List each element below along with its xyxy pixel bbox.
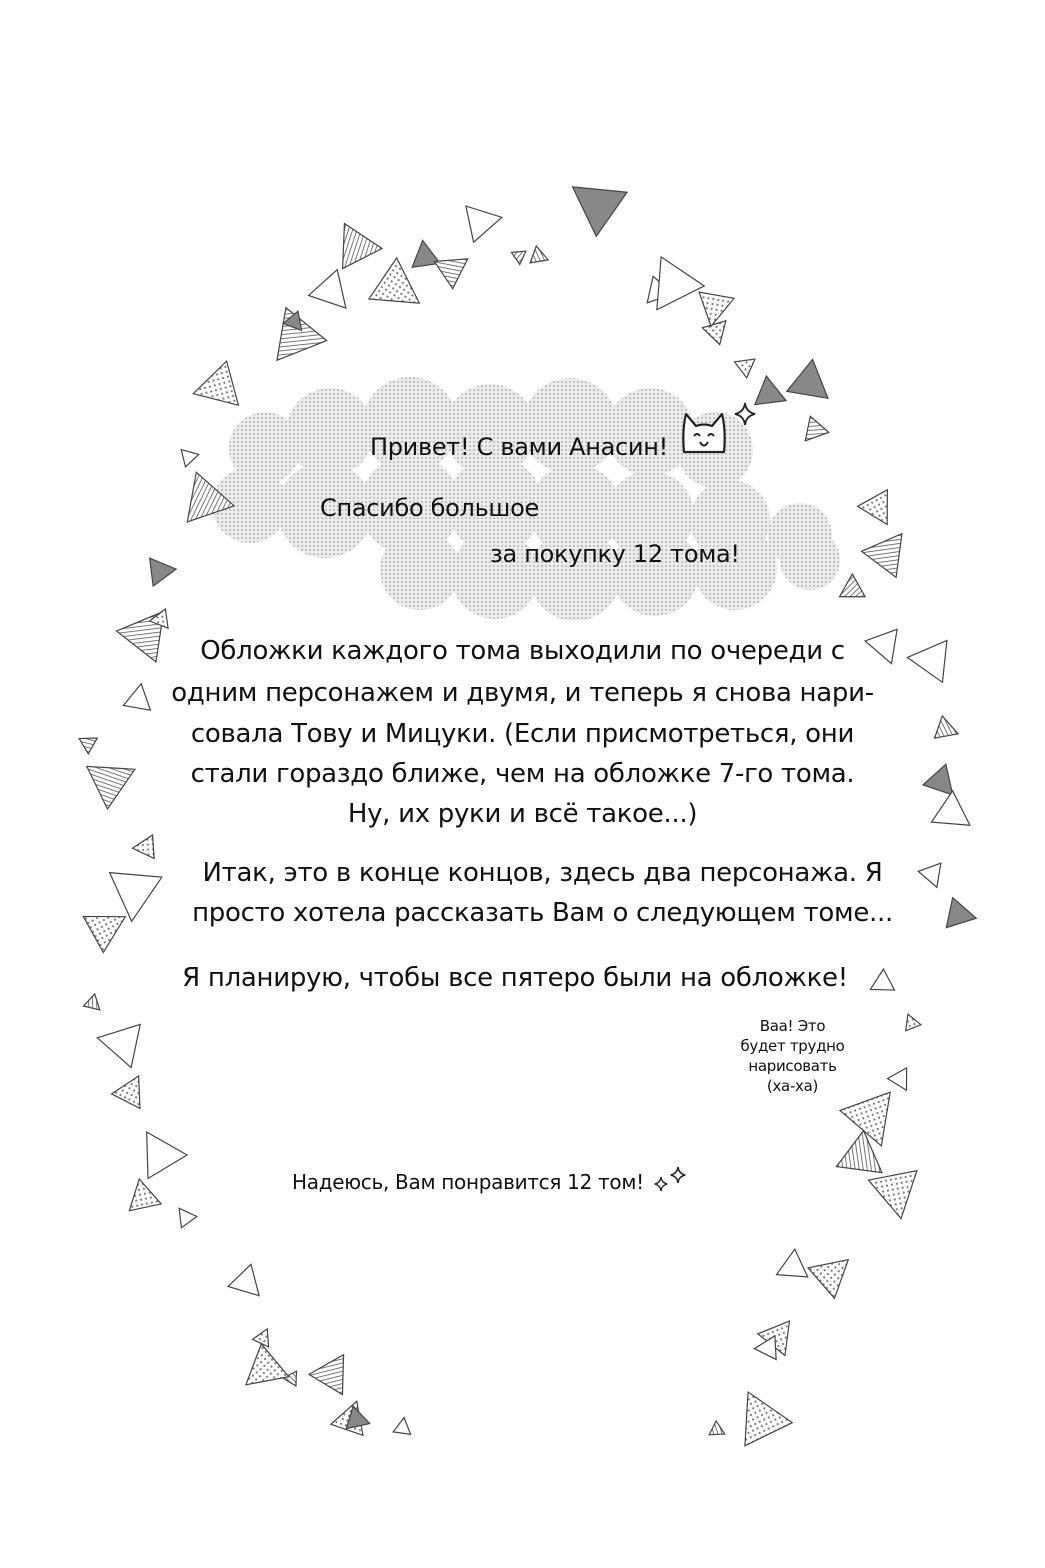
triangle-confetti	[530, 246, 551, 268]
triangle-confetti	[232, 1344, 289, 1401]
sparkle-icon	[734, 402, 756, 426]
triangle-confetti	[839, 574, 865, 597]
triangle-confetti	[309, 1345, 360, 1395]
triangle-confetti	[858, 490, 902, 533]
triangle-confetti	[694, 292, 734, 329]
triangle-confetti	[171, 1203, 197, 1228]
side-note	[735, 1016, 850, 1096]
triangle-confetti	[127, 1120, 187, 1178]
triangle-confetti	[253, 1325, 276, 1347]
triangle-confetti	[862, 521, 920, 578]
triangle-confetti	[93, 1016, 141, 1067]
paragraph-1-line-2: одним персонажем и двумя, и теперь я снова нари-	[171, 678, 874, 708]
triangle-confetti	[724, 1381, 792, 1446]
greeting-line-3: за покупку 12 тома!	[490, 540, 740, 568]
triangle-confetti	[309, 270, 361, 321]
triangle-confetti	[557, 165, 627, 236]
triangle-confetti	[758, 1321, 801, 1362]
triangle-confetti	[900, 1011, 921, 1031]
triangle-confetti	[181, 446, 201, 467]
triangle-confetti	[150, 555, 178, 586]
paragraph-1-line-3: совала Тову и Мицуки. (Если присмотреться, они	[190, 719, 855, 749]
closing-line: Надеюсь, Вам понравится 12 том!	[292, 1170, 644, 1194]
triangle-confetti	[635, 257, 704, 324]
triangle-confetti	[132, 835, 155, 860]
triangle-confetti	[755, 376, 792, 415]
triangle-confetti	[808, 1244, 861, 1298]
triangle-confetti	[123, 1176, 161, 1211]
triangle-confetti	[369, 258, 433, 324]
paragraph-3: Я планирую, чтобы все пятеро были на обложке!	[182, 963, 848, 993]
greeting-line-2: Спасибо большое	[320, 494, 539, 522]
triangle-confetti	[466, 199, 506, 242]
triangle-confetti	[868, 1171, 925, 1224]
triangle-confetti	[187, 361, 238, 416]
triangle-confetti	[434, 245, 476, 288]
greeting-line-1: Привет! С вами Анасин!	[370, 433, 668, 461]
side-note-line-3: нарисовать	[748, 1057, 837, 1075]
paragraph-1-line-5: Ну, их руки и всё такое...)	[347, 799, 698, 829]
triangle-confetti	[512, 251, 527, 265]
triangle-confetti	[393, 1416, 413, 1434]
triangle-confetti	[840, 1092, 906, 1155]
triangle-confetti	[83, 994, 105, 1016]
triangle-confetti	[887, 1068, 916, 1096]
paragraph-1-line-4: стали гораздо ближе, чем на обложке 7-го тома.	[190, 759, 855, 789]
triangle-confetti	[770, 1249, 808, 1288]
sparkle-icon	[670, 1166, 686, 1184]
triangle-confetti	[228, 1264, 271, 1306]
triangle-confetti	[735, 351, 761, 378]
paragraph-2-line-1: Итак, это в конце концов, здесь два персонажа. Я	[202, 858, 883, 888]
triangle-confetti	[796, 416, 829, 449]
triangle-confetti	[709, 1421, 728, 1441]
side-note-line-2: будет трудно	[740, 1037, 845, 1055]
triangle-confetti	[787, 359, 841, 414]
side-note-line-4: (ха-ха)	[766, 1077, 819, 1095]
paragraph-2-line-2: просто хотела рассказать Вам о следующем томе...	[192, 898, 893, 928]
cat-face-icon	[678, 410, 730, 458]
side-note-line-1: Ваа! Это	[759, 1017, 826, 1035]
triangle-confetti	[112, 1069, 153, 1109]
paragraph-1-line-1: Обложки каждого тома выходили по очереди с	[200, 636, 845, 666]
triangle-confetti	[325, 213, 382, 268]
sparkle-icon	[654, 1176, 668, 1192]
